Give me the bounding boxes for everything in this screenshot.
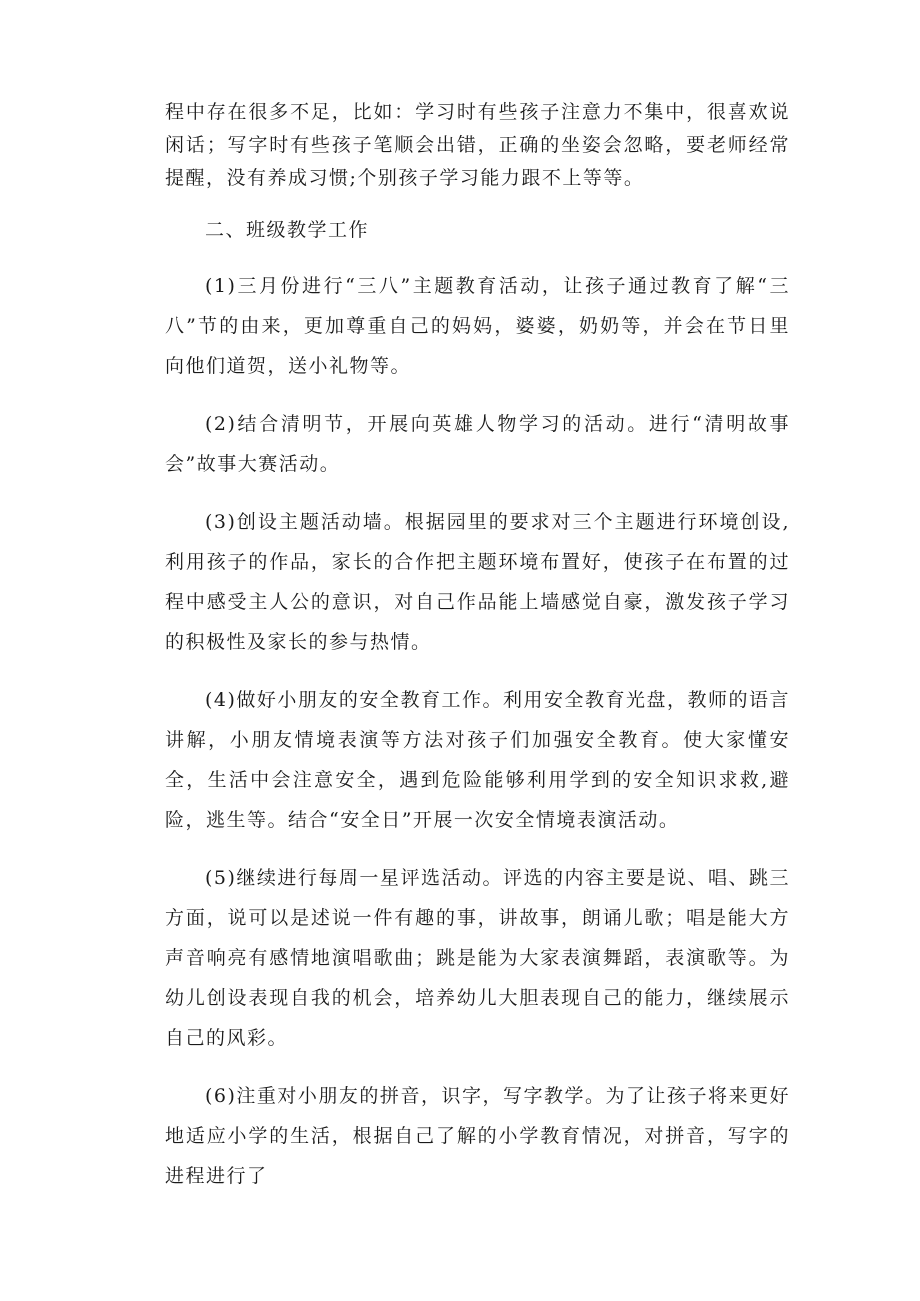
paragraph-item-2: (2)结合清明节，开展向英雄人物学习的活动。进行“清明故事会”故事大赛活动。 (165, 413, 790, 475)
paragraph-item-5: (5)继续进行每周一星评选活动。评选的内容主要是说、唱、跳三方面，说可以是述说一件有趣的事，讲故事，朗诵儿歌；唱是能大方声音响亮有感情地演唱歌曲；跳是能为大家表演舞蹈，表演歌等。为幼儿创设表现自我的机会，培养幼儿大胆表现自己的能力，继续展示自己的风彩。 (165, 867, 790, 1049)
paragraph-item-6: (6)注重对小朋友的拼音，识字，写字教学。为了让孩子将来更好地适应小学的生活，根据自己了解的小学教育情况，对拼音，写字的进程进行了 (165, 1085, 790, 1187)
paragraph-item-1: (1)三月份进行“三八”主题教育活动，让孩子通过教育了解“三八”节的由来，更加尊重自己的妈妈，婆婆，奶奶等，并会在节日里向他们道贺，送小礼物等。 (165, 275, 790, 377)
paragraph-continuation: 程中存在很多不足，比如：学习时有些孩子注意力不集中，很喜欢说闲话；写字时有些孩子笔顺会出错，正确的坐姿会忽略，要老师经常提醒，没有养成习惯;个别孩子学习能力跟不上等等。 (165, 101, 790, 189)
section-heading: 二、班级教学工作 (205, 219, 370, 241)
paragraph-item-4: (4)做好小朋友的安全教育工作。利用安全教育光盘，教师的语言讲解，小朋友情境表演等方法对孩子们加强安全教育。使大家懂安全，生活中会注意安全，遇到危险能够利用学到的安全知识求救,避险，逃生等。结合“安全日”开展一次安全情境表演活动。 (165, 689, 790, 831)
document-body (165, 96, 790, 1196)
paragraph-item-3: (3)创设主题活动墙。根据园里的要求对三个主题进行环境创设,利用孩子的作品，家长的合作把主题环境布置好，使孩子在布置的过程中感受主人公的意识，对自己作品能上墙感觉自豪，激发孩子学习的积极性及家长的参与热情。 (165, 511, 790, 653)
